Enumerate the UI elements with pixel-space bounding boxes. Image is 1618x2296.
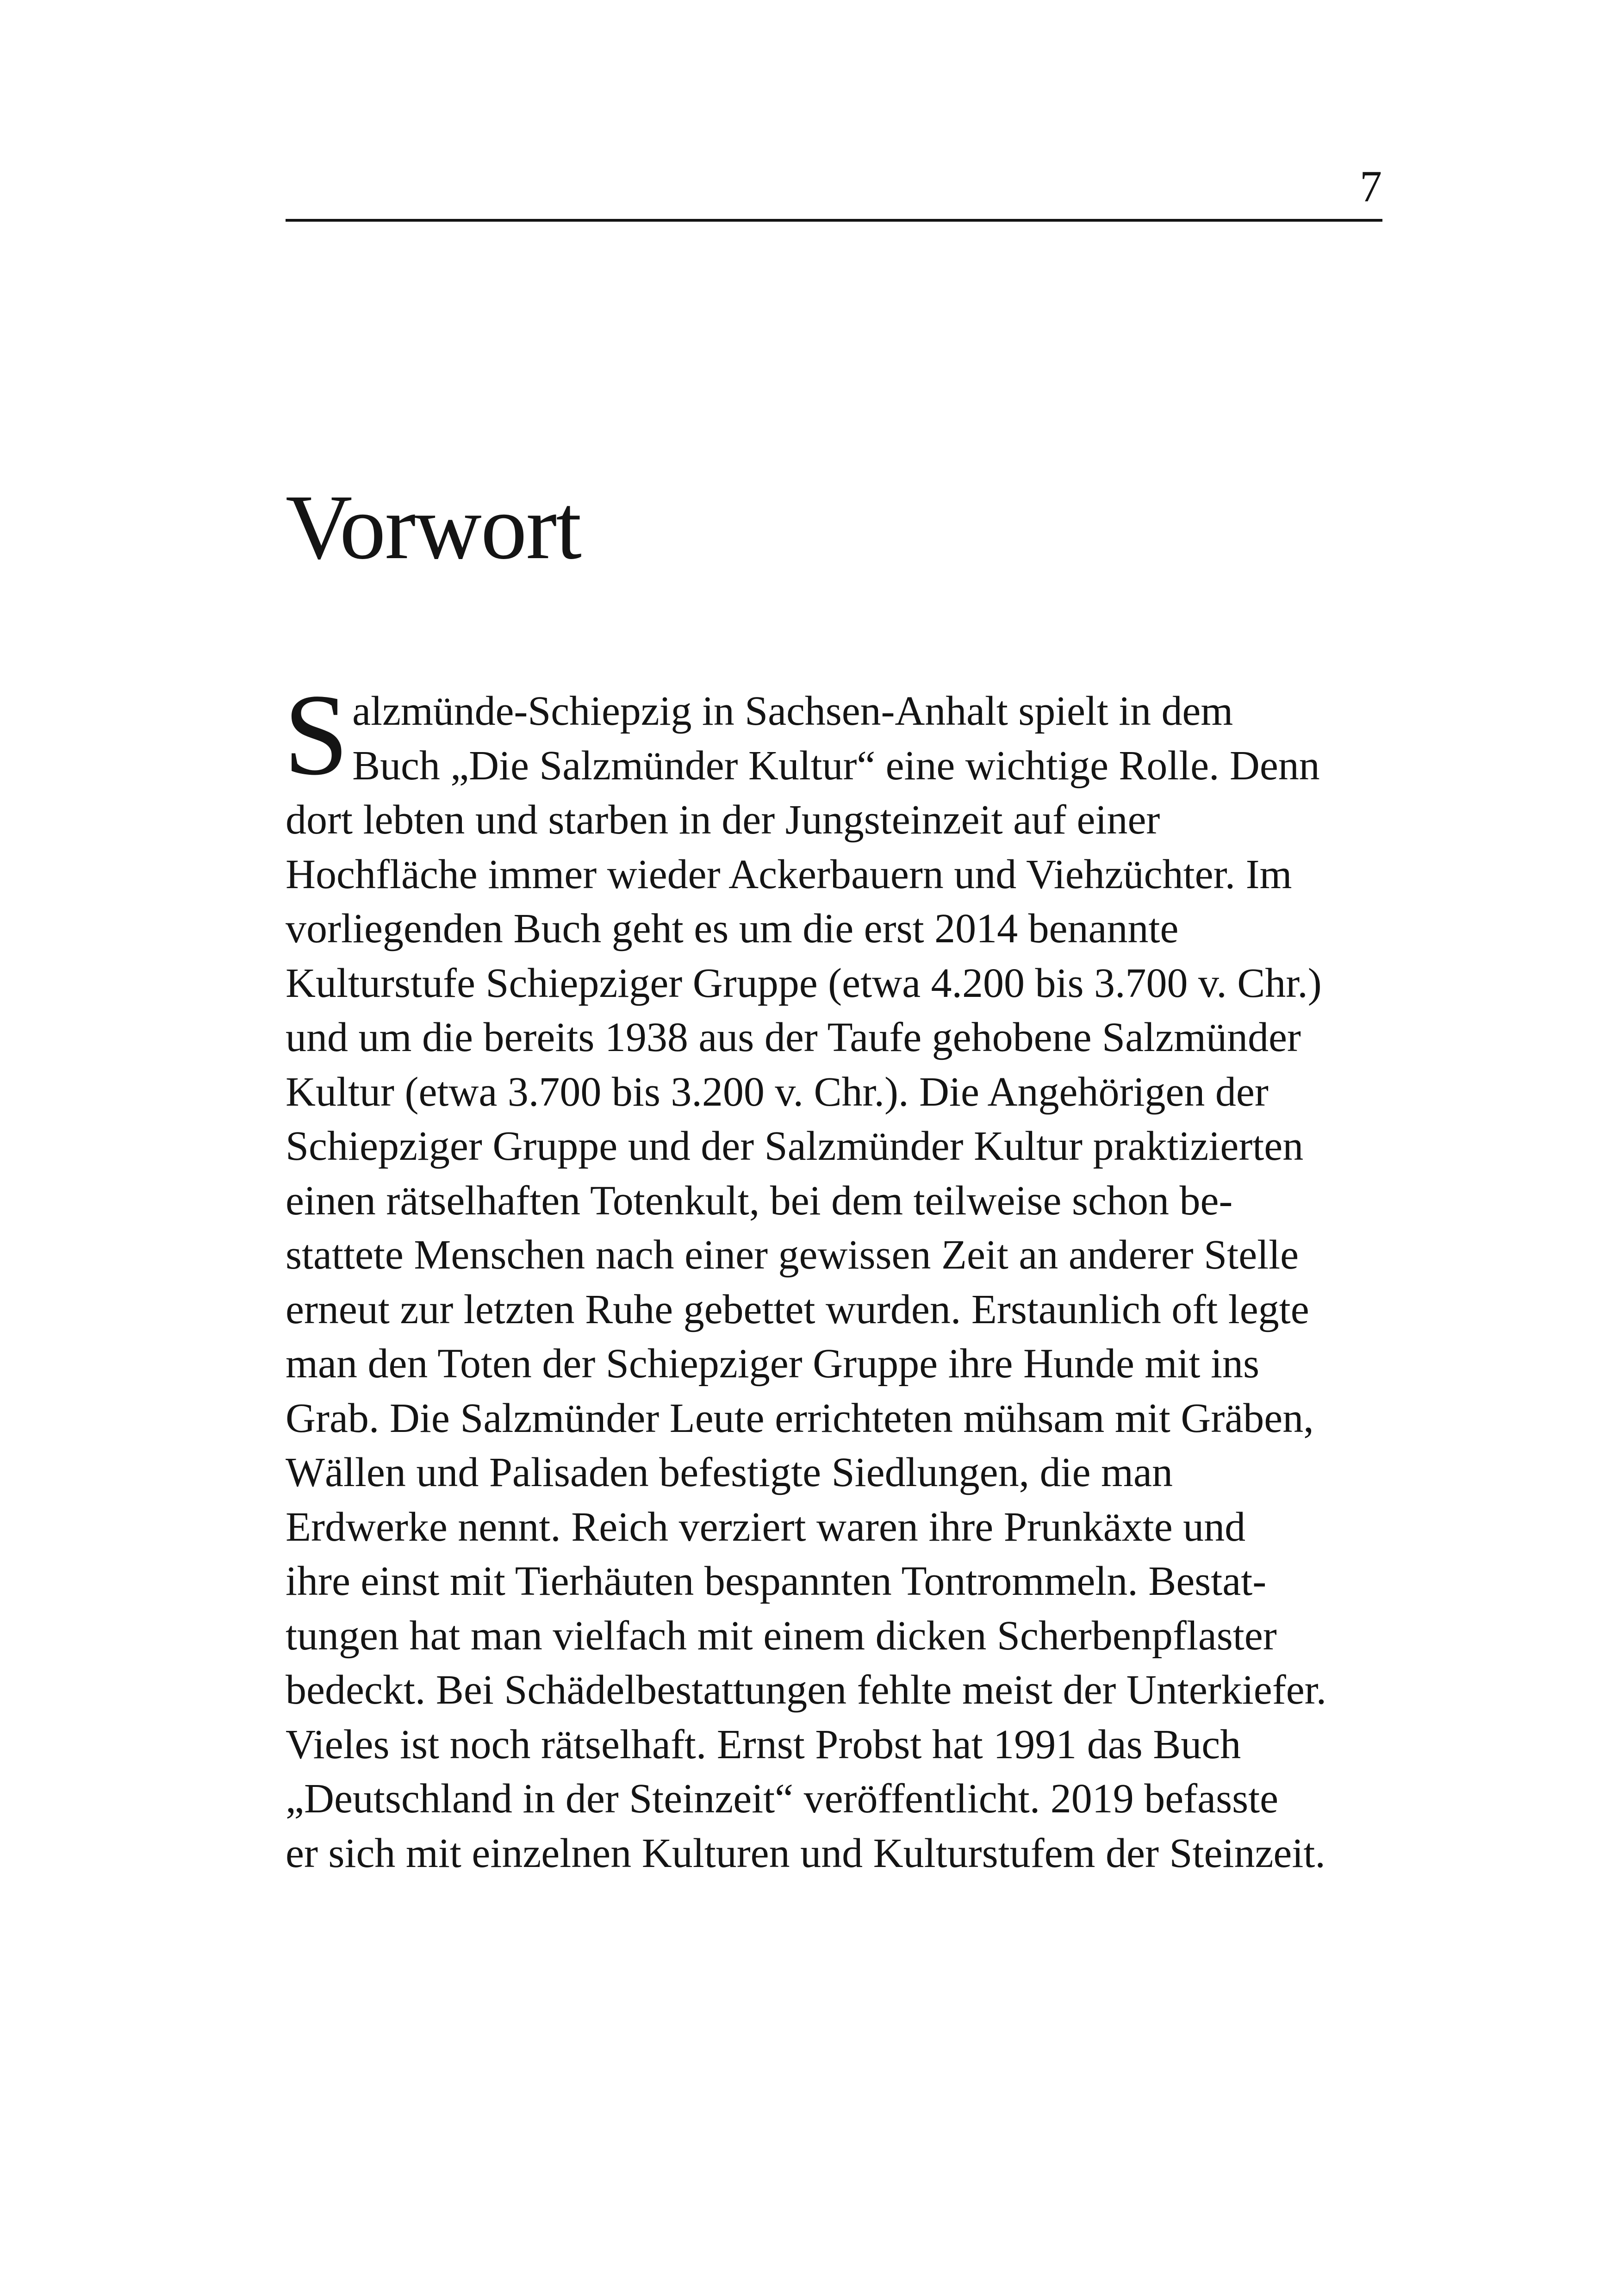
text-line: erneut zur letzten Ruhe gebettet wurden. Erstaunlich oft legte (286, 1286, 1309, 1332)
text-line: bedeckt. Bei Schädelbestattungen fehlte meist der Unterkiefer. (286, 1667, 1327, 1713)
drop-cap: S (284, 670, 349, 799)
chapter-title: Vorwort (286, 476, 581, 579)
body-text (284, 670, 1382, 1880)
text-line: alzmünde-Schiepzig in Sachsen-Anhalt spielt in dem (352, 688, 1233, 734)
text-line: Hochfläche immer wieder Ackerbauern und Viehzüchter. Im (286, 851, 1292, 897)
text-line: Wällen und Palisaden befestigte Siedlungen, die man (286, 1450, 1173, 1495)
text-line: Erdwerke nennt. Reich verziert waren ihre Prunkäxte und (286, 1504, 1246, 1550)
text-line: stattete Menschen nach einer gewissen Zeit an anderer Stelle (286, 1232, 1299, 1278)
text-line: Grab. Die Salzmünder Leute errichteten mühsam mit Gräben, (286, 1395, 1314, 1441)
header-rule (286, 219, 1382, 222)
text-line: und um die bereits 1938 aus der Taufe gehobene Salzmünder (286, 1014, 1301, 1060)
text-line: Kulturstufe Schiepziger Gruppe (etwa 4.200 bis 3.700 v. Chr.) (286, 960, 1322, 1006)
text-line: man den Toten der Schiepziger Gruppe ihre Hunde mit ins (286, 1341, 1259, 1387)
text-line: ihre einst mit Tierhäuten bespannten Tontrommeln. Bestat- (286, 1558, 1267, 1604)
text-line: Vieles ist noch rätselhaft. Ernst Probst hat 1991 das Buch (286, 1721, 1241, 1767)
text-line: „Deutschland in der Steinzeit“ veröffentlicht. 2019 befasste (286, 1776, 1279, 1822)
text-line: tungen hat man vielfach mit einem dicken Scherbenpflaster (286, 1612, 1277, 1659)
text-line: Kultur (etwa 3.700 bis 3.200 v. Chr.). Die Angehörigen der (286, 1069, 1269, 1115)
text-line: Buch „Die Salzmünder Kultur“ eine wichtige Rolle. Denn (352, 742, 1320, 789)
text-line: Schiepziger Gruppe und der Salzmünder Kultur praktizierten (286, 1123, 1304, 1169)
text-line: vorliegenden Buch geht es um die erst 2014 benannte (286, 906, 1179, 952)
text-line: dort lebten und starben in der Jungsteinzeit auf einer (286, 797, 1160, 843)
text-line: er sich mit einzelnen Kulturen und Kulturstufem der Steinzeit. (286, 1830, 1326, 1876)
text-line: einen rätselhaften Totenkult, bei dem teilweise schon be- (286, 1177, 1233, 1224)
page-number: 7 (1360, 162, 1382, 211)
